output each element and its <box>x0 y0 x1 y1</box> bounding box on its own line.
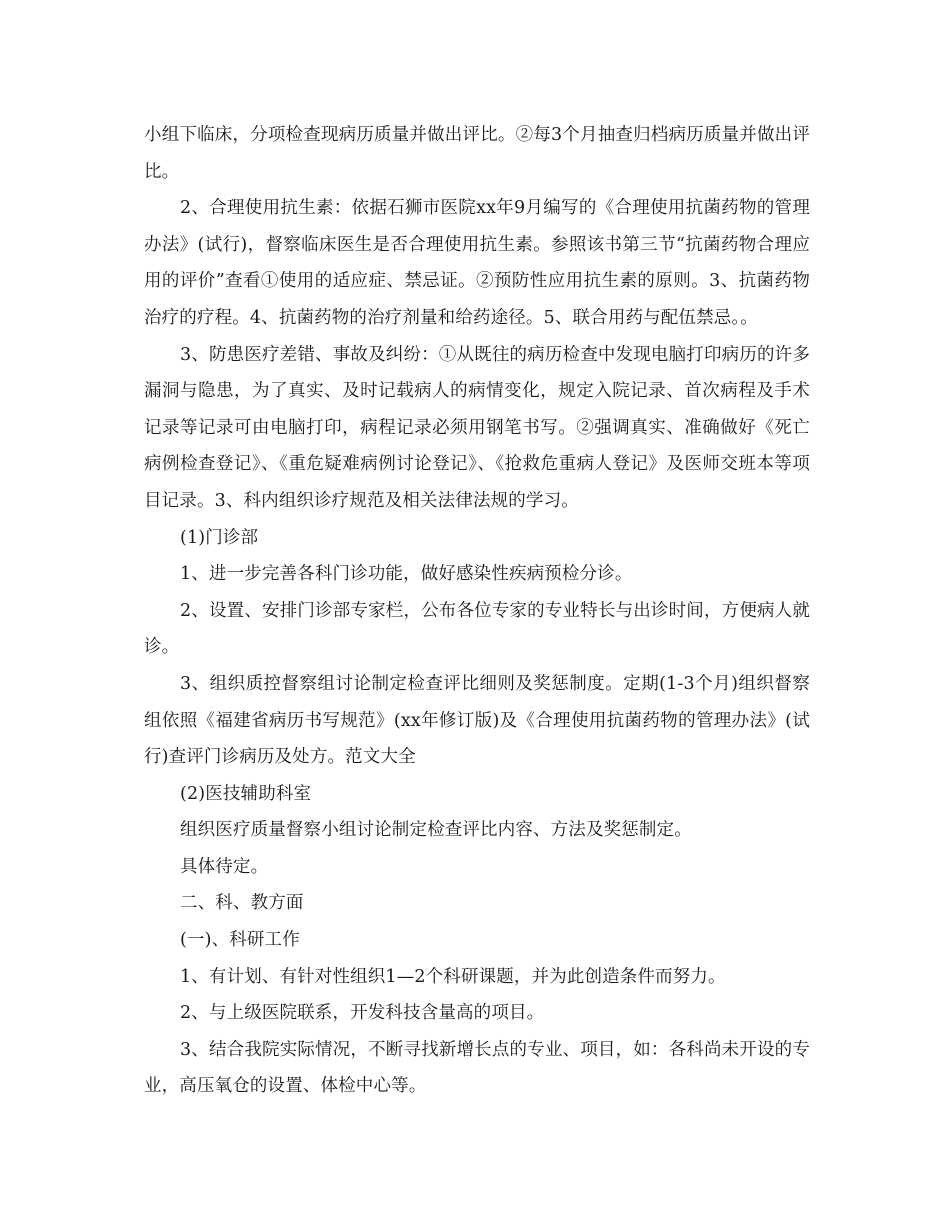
paragraph-tbd: 具体待定。 <box>180 856 269 877</box>
document-body <box>144 117 810 1105</box>
paragraph-outpatient-3: 3、组织质控督察组讨论制定检查评比细则及奖惩制度。定期(1-3个月)组织督察组依照《福建省病历书写规范》(xx年修订版)及《合理使用抗菌药物的管理办法》(试行)查评门诊病历及处方。范文大全 <box>144 673 810 768</box>
paragraph-medical-tech: 组织医疗质量督察小组讨论制定检查评比内容、方法及奖惩制定。 <box>180 820 692 841</box>
paragraph-outpatient-1: 1、进一步完善各科门诊功能，做好感染性疾病预检分诊。 <box>180 564 633 585</box>
paragraph-review-continuation: 小组下临床，分项检查现病历质量并做出评比。②每3个月抽查归档病历质量并做出评比。 <box>144 125 810 182</box>
heading-medical-tech: (2)医技辅助科室 <box>180 783 312 804</box>
heading-science-education: 二、科、教方面 <box>180 893 304 914</box>
paragraph-outpatient-2: 2、设置、安排门诊部专家栏，公布各位专家的专业特长与出诊时间，方便病人就诊。 <box>144 600 810 658</box>
paragraph-research-1: 1、有计划、有针对性组织1—2个科研课题，并为此创造条件而努力。 <box>180 966 726 987</box>
paragraph-research-3: 3、结合我院实际情况，不断寻找新增长点的专业、项目，如：各科尚未开设的专业，高压氧仓的设置、体检中心等。 <box>144 1039 810 1097</box>
heading-research: (一)、科研工作 <box>180 930 300 951</box>
paragraph-antibiotics: 2、合理使用抗生素：依据石狮市医院xx年9月编写的《合理使用抗菌药物的管理办法》(试行)，督察临床医生是否合理使用抗生素。参照该书第三节“抗菌药物合理应用的评价”查看①使用的适应症、禁忌证。②预防性应用抗生素的原则。3、抗菌药物治疗的疗程。4、抗菌药物的治疗剂量和给药途径。5、联合用药与配伍禁忌。。 <box>144 198 810 328</box>
paragraph-error-prevention: 3、防患医疗差错、事故及纠纷：①从既往的病历检查中发现电脑打印病历的许多漏洞与隐患，为了真实、及时记载病人的病情变化，规定入院记录、首次病程及手术记录等记录可由电脑打印，病程记录必须用钢笔书写。②强调真实、准确做好《死亡病例检查登记》、《重危疑难病例讨论登记》、《抢救危重病人登记》及医师交班本等项目记录。3、科内组织诊疗规范及相关法律法规的学习。 <box>144 344 810 511</box>
paragraph-research-2: 2、与上级医院联系，开发科技含量高的项目。 <box>180 1003 545 1024</box>
heading-outpatient: (1)门诊部 <box>180 527 259 548</box>
